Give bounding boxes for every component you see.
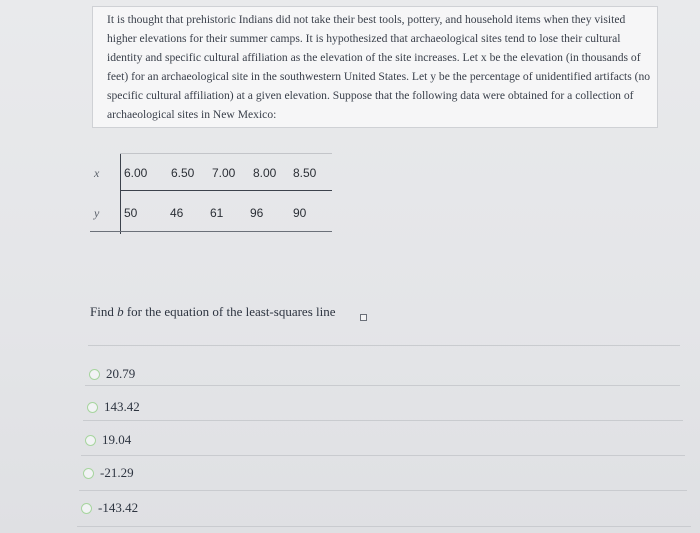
divider-5 xyxy=(79,490,687,491)
answer-option-label: 20.79 xyxy=(106,366,136,381)
answer-option-5[interactable] xyxy=(81,500,138,516)
x-variable-label: x xyxy=(94,166,100,180)
answer-option-3[interactable] xyxy=(85,432,131,448)
question-prefix: Find xyxy=(90,304,118,319)
radio-circle-icon[interactable] xyxy=(85,435,96,446)
radio-circle-icon[interactable] xyxy=(87,402,98,413)
table-top-rule xyxy=(120,153,332,154)
divider-3 xyxy=(83,420,683,421)
answer-option-label: 19.04 xyxy=(102,432,132,447)
y-value-4: 96 xyxy=(250,206,264,220)
divider-2 xyxy=(85,385,680,386)
answer-option-label: -21.29 xyxy=(100,465,134,480)
answer-option-4[interactable] xyxy=(83,465,134,481)
table-vertical-rule xyxy=(120,154,121,234)
y-value-1: 50 xyxy=(124,206,138,220)
divider-4 xyxy=(81,455,685,456)
question-text xyxy=(90,304,336,320)
data-table xyxy=(90,150,335,236)
question-suffix: for the equation of the least-squares line xyxy=(123,304,336,319)
problem-passage: It is thought that prehistoric Indians did not take their best tools, pottery, and household items when they visited higher elevations for their summer camps. It is hypothesized that archaeological sites tend to lose their cultural identity and specific cultural affiliation as the elevation of the site increases. Let x be the elevation (in thousands of feet) for an archaeological site in the southwestern United States. Let y be the percentage of unidentified artifacts (no specific cultural affiliation) at a given elevation. Suppose that the following data were obtained for a collection of archaeological sites in New Mexico: xyxy=(107,13,651,121)
answer-option-2[interactable] xyxy=(87,399,140,415)
y-variable-label: y xyxy=(94,206,100,220)
question-variable: b xyxy=(117,304,124,319)
radio-circle-icon[interactable] xyxy=(83,468,94,479)
divider-6 xyxy=(77,526,691,527)
x-value-2: 6.50 xyxy=(171,166,195,180)
answer-option-label: -143.42 xyxy=(98,500,139,515)
answer-option-label: 143.42 xyxy=(104,399,140,414)
y-value-3: 61 xyxy=(210,206,224,220)
y-value-5: 90 xyxy=(293,206,307,220)
radio-circle-icon[interactable] xyxy=(89,369,100,380)
x-value-5: 8.50 xyxy=(293,166,317,180)
table-middle-rule xyxy=(120,190,332,191)
equation-placeholder-icon xyxy=(360,314,367,321)
x-value-1: 6.00 xyxy=(124,166,148,180)
y-value-2: 46 xyxy=(170,206,184,220)
x-value-4: 8.00 xyxy=(253,166,277,180)
divider-1 xyxy=(88,345,680,346)
radio-circle-icon[interactable] xyxy=(81,503,92,514)
x-value-3: 7.00 xyxy=(212,166,236,180)
answer-option-1[interactable] xyxy=(89,366,135,382)
table-bottom-rule xyxy=(90,231,332,232)
